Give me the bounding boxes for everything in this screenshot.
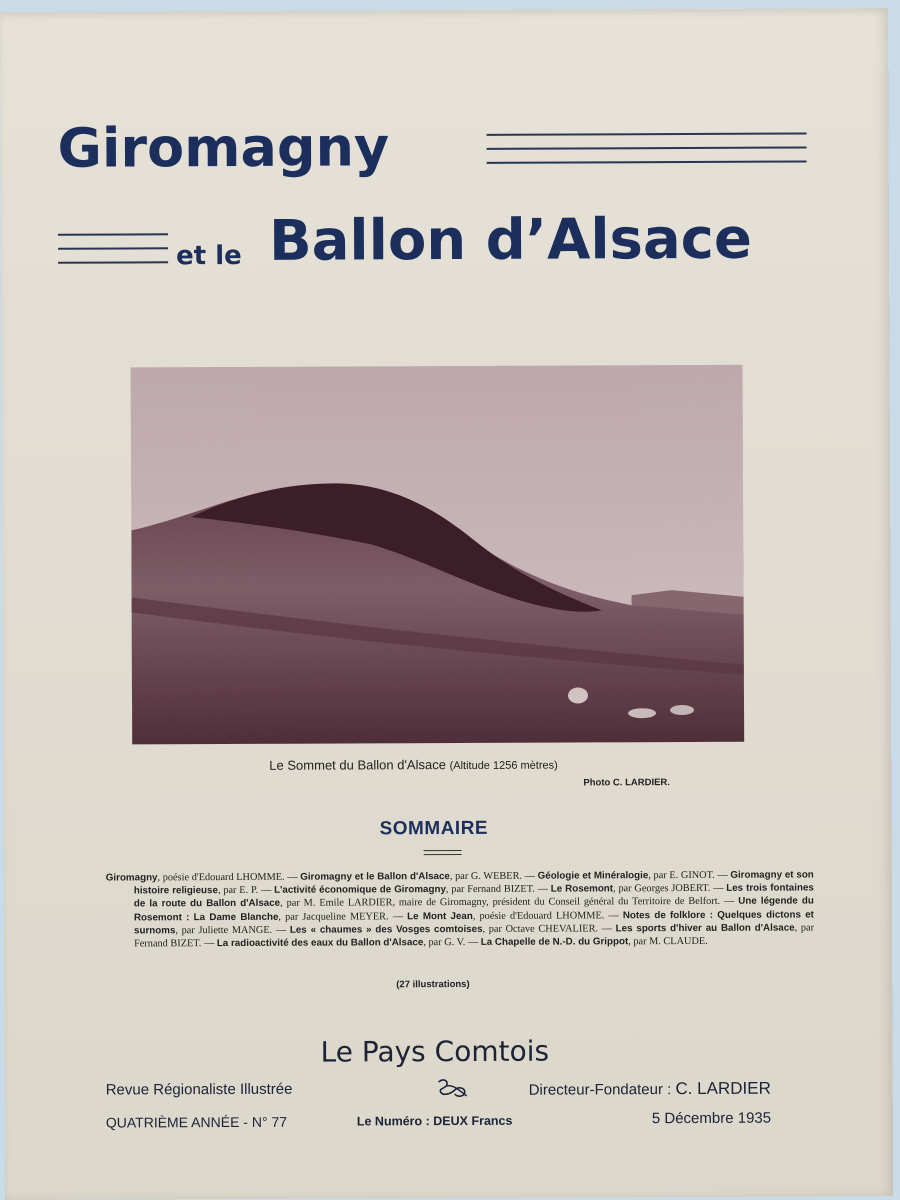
issue-price: Le Numéro : DEUX Francs	[356, 1113, 513, 1129]
toc-entry-title: Le Mont Jean	[407, 910, 473, 922]
toc-entry-author: , par Fernand BIZET. —	[445, 883, 551, 896]
toc-entry-title: Les trois fontaines de la route du Ballon d'Alsace	[133, 882, 814, 910]
ornament-icon	[435, 1076, 471, 1107]
sommaire-underline	[424, 850, 462, 858]
magazine-subtitle: Revue Régionaliste Illustrée	[105, 1080, 293, 1099]
toc-entry-author: , par Georges JOBERT. —	[613, 883, 727, 895]
table-of-contents	[106, 868, 814, 950]
issue-number: QUATRIÈME ANNÉE - N° 77	[105, 1113, 288, 1131]
toc-entry-author: , par Fernand BIZET. —	[134, 922, 815, 950]
director-label: Directeur-Fondateur :	[528, 1081, 676, 1099]
toc-entry-title: Le Rosemont	[550, 883, 614, 895]
illustration-count: (27 illustrations)	[396, 978, 470, 991]
toc-entry-author: , par Octave CHEVALIER. —	[482, 923, 616, 935]
toc-entry-author: , par Juliette MANGE. —	[175, 924, 290, 937]
issue-date: 5 Décembre 1935	[651, 1109, 772, 1128]
photo-credit: Photo C. LARDIER.	[583, 777, 670, 789]
toc-entry-author: , par G. V. —	[423, 936, 481, 949]
photo-caption	[269, 757, 558, 773]
sommaire-heading: SOMMAIRE	[379, 817, 489, 840]
magazine-title: Le Pays Comtois	[320, 1034, 550, 1069]
director-name: C. LARDIER	[675, 1078, 771, 1099]
toc-entry-title: Géologie et Minéralogie	[537, 870, 649, 882]
toc-entry-author: , par G. WEBER. —	[449, 870, 538, 883]
toc-entry-title: Giromagny	[105, 872, 158, 884]
toc-entry-author: , par E. P. —	[217, 885, 275, 897]
mountain-illustration	[131, 365, 745, 745]
decorative-rules-top	[487, 132, 807, 175]
toc-entry-author: , par M. Emile LARDIER, maire de Giromagny, président du Conseil général du Territoire de Belfort. —	[280, 896, 739, 910]
toc-entry-author: , poésie d'Edouard LHOMME. —	[472, 909, 623, 922]
toc-entry-title: La radioactivité des eaux du Ballon d'Alsace	[216, 937, 424, 950]
toc-entry-author: , par Jacqueline MEYER. —	[278, 910, 408, 923]
toc-entry-title: L'activité économique de Giromagny	[274, 884, 446, 897]
director-line	[529, 1079, 771, 1100]
toc-entry-author: , poésie d'Edouard LHOMME. —	[157, 871, 301, 884]
toc-entry-title: Les « chaumes » des Vosges comtoises	[289, 923, 483, 936]
title-ballon-dalsace: Ballon d’Alsace	[268, 206, 753, 274]
cover-photo-summit	[131, 365, 745, 745]
caption-altitude: (Altitude 1256 mètres)	[449, 759, 558, 773]
toc-entry-author: , par E. GINOT. —	[648, 869, 731, 882]
magazine-cover	[0, 8, 893, 1200]
title-giromagny: Giromagny	[57, 115, 390, 180]
toc-entry-title: Giromagny et le Ballon d'Alsace	[300, 871, 450, 883]
toc-entry-title: Giromagny et son histoire religieuse	[133, 869, 814, 897]
title-connector: et le	[176, 240, 242, 272]
toc-entry-title: Une légende du Rosemont : La Dame Blanche	[133, 895, 814, 924]
toc-entry-author: , par M. CLAUDE.	[628, 935, 708, 948]
caption-main: Le Sommet du Ballon d'Alsace	[269, 757, 446, 773]
toc-entry-title: Les sports d'hiver au Ballon d'Alsace	[615, 922, 795, 935]
decorative-rules-left	[58, 233, 168, 275]
toc-entry-title: La Chapelle de N.-D. du Grippot	[480, 936, 629, 948]
toc-entry-title: Notes de folklore : Quelques dictons et surnoms	[133, 909, 814, 937]
